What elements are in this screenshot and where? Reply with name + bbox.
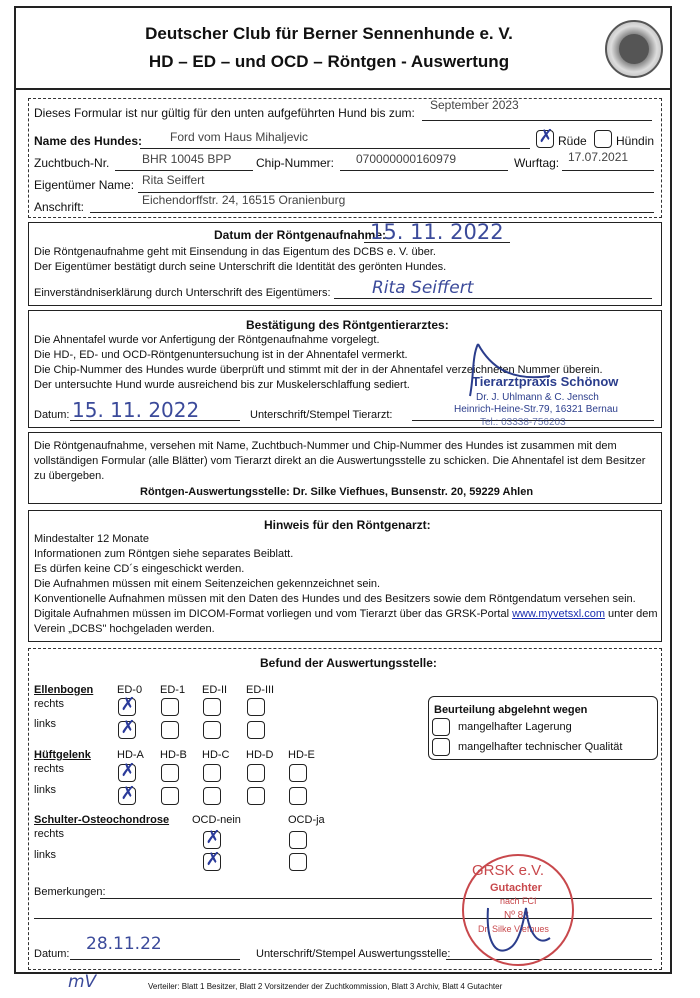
- vet-stamp-line2: Dr. J. Uhlmann & C. Jensch: [476, 392, 599, 403]
- portal-link[interactable]: www.myvetsxl.com: [512, 608, 605, 620]
- shoulder-left-no[interactable]: ✗: [203, 853, 221, 871]
- elbow-left-ed2[interactable]: [203, 721, 221, 739]
- form-title: HD – ED – und OCD – Röntgen - Auswertung: [148, 52, 510, 71]
- form-header: [14, 6, 672, 90]
- send-text3: zu übergeben.: [34, 470, 105, 482]
- vet-sign-label: Unterschrift/Stempel Tierarzt:: [250, 409, 393, 421]
- dog-name-label: Name des Hundes:: [34, 134, 143, 148]
- notes-l2: Informationen zum Röntgen siehe separates Beiblatt.: [34, 548, 294, 560]
- owner-signature[interactable]: Rita Seiffert: [372, 278, 474, 298]
- hip-right-label: rechts: [34, 763, 64, 775]
- vet-stamp-line4: Tel.: 03338-756203: [480, 417, 566, 428]
- notes-l3: Es dürfen keine CD´s eingeschickt werden.: [34, 563, 245, 575]
- grsk-stamp-no: Nº 88: [504, 910, 529, 921]
- vet-title: Bestätigung des Röntgentierarztes:: [246, 318, 449, 332]
- remarks-label: Bemerkungen:: [34, 886, 106, 898]
- vet-line3: Die Chip-Nummer des Hundes wurde überprüft und stimmt mit der in der Ahnentafel verzeichneten Nummer überein.: [34, 364, 603, 376]
- elbow-col-ed1: ED-1: [160, 684, 186, 696]
- hip-right-a[interactable]: ✗: [118, 764, 136, 782]
- whelp-label: Wurftag:: [514, 156, 560, 170]
- hip-left-b[interactable]: [161, 787, 179, 805]
- shoulder-label: Schulter-Osteochondrose: [34, 814, 170, 826]
- shoulder-right-label: rechts: [34, 828, 64, 840]
- grsk-stamp-name: Dr. Silke Viefhues: [478, 924, 549, 934]
- chip-value[interactable]: 070000000160979: [356, 152, 457, 166]
- xray-date-line1: Die Röntgenaufnahme geht mit Einsendung in das Eigentum des DCBS e. V. über.: [34, 246, 436, 258]
- owner-label: Eigentümer Name:: [34, 178, 135, 192]
- elbow-right-ed1[interactable]: [161, 698, 179, 716]
- elbow-col-ed0: ED-0: [117, 684, 143, 696]
- stud-label: Zuchtbuch-Nr.: [34, 156, 110, 170]
- hip-left-a[interactable]: ✗: [118, 787, 136, 805]
- shoulder-left-yes[interactable]: [289, 853, 307, 871]
- notes-l6: [34, 608, 658, 620]
- shoulder-right-no[interactable]: ✗: [203, 831, 221, 849]
- elbow-right-ed0[interactable]: ✗: [118, 698, 136, 716]
- evaluation-office: Röntgen-Auswertungsstelle: Dr. Silke Viefhues, Bunsenstr. 20, 59229 Ahlen: [140, 486, 534, 498]
- vet-line2: Die HD-, ED- und OCD-Röntgenuntersuchung ist in der Ahnentafel vermerkt.: [34, 349, 408, 361]
- elbow-right-ed3[interactable]: [247, 698, 265, 716]
- hip-right-c[interactable]: [203, 764, 221, 782]
- evaluator-signature-icon: [480, 898, 560, 968]
- elbow-right-label: rechts: [34, 698, 64, 710]
- female-label: Hündin: [616, 134, 655, 148]
- elbow-label: Ellenbogen: [34, 684, 94, 696]
- footer-initials: mV: [68, 972, 97, 992]
- elbow-left-ed1[interactable]: [161, 721, 179, 739]
- result-title: Befund der Auswertungsstelle:: [260, 656, 437, 670]
- result-sign-label: Unterschrift/Stempel Auswertungsstelle:: [256, 948, 451, 960]
- hip-col-c: HD-C: [202, 749, 230, 761]
- shoulder-right-yes[interactable]: [289, 831, 307, 849]
- shoulder-col-yes: OCD-ja: [288, 814, 325, 826]
- notes-l6b: unter dem: [608, 608, 658, 620]
- vet-stamp-line3: Heinrich-Heine-Str.79, 16321 Bernau: [454, 404, 618, 415]
- address-value[interactable]: Eichendorffstr. 24, 16515 Oranienburg: [142, 193, 346, 207]
- notes-l7: Verein „DCBS" hochgeladen werden.: [34, 623, 215, 635]
- elbow-col-ed2: ED-II: [202, 684, 228, 696]
- elbow-right-ed2[interactable]: [203, 698, 221, 716]
- notes-l4: Die Aufnahmen müssen mit einem Seitenzeichen gekennzeichnet sein.: [34, 578, 381, 590]
- hip-left-label: links: [34, 784, 57, 796]
- xray-date-label: Datum der Röntgenaufnahme:: [214, 228, 387, 242]
- rejected-title: Beurteilung abgelehnt wegen: [434, 704, 588, 716]
- stud-value[interactable]: BHR 10045 BPP: [142, 152, 232, 166]
- hip-col-b: HD-B: [160, 749, 187, 761]
- vet-date-label: Datum:: [34, 409, 70, 421]
- rejected-positioning-label: mangelhafter Lagerung: [458, 721, 572, 733]
- hip-right-b[interactable]: [161, 764, 179, 782]
- owner-value[interactable]: Rita Seiffert: [142, 173, 205, 187]
- hip-left-d[interactable]: [247, 787, 265, 805]
- distribution-note: Verteiler: Blatt 1 Besitzer, Blatt 2 Vorsitzender der Zuchtkommission, Blatt 3 Archiv, Blatt 4 Gutachter: [148, 982, 503, 991]
- hip-right-d[interactable]: [247, 764, 265, 782]
- club-title: Deutscher Club für Berner Sennenhunde e. V.: [145, 24, 513, 43]
- notes-title: Hinweis für den Röntgenarzt:: [264, 518, 431, 532]
- rejected-positioning-checkbox[interactable]: [432, 718, 450, 736]
- elbow-left-label: links: [34, 718, 57, 730]
- hip-col-e: HD-E: [288, 749, 315, 761]
- hip-left-e[interactable]: [289, 787, 307, 805]
- vet-line1: Die Ahnentafel wurde vor Anfertigung der Röntgenaufnahme vorgelegt.: [34, 334, 380, 346]
- female-checkbox[interactable]: [594, 130, 612, 148]
- validity-text: Dieses Formular ist nur gültig für den unten aufgeführten Hund bis zum:: [34, 106, 415, 120]
- xray-date-line2: Der Eigentümer bestätigt durch seine Unterschrift die Identität des gerönten Hundes.: [34, 261, 447, 273]
- validity-value[interactable]: September 2023: [430, 98, 519, 112]
- send-text2: vollständigen Formular (alle Blätter) vom Tierarzt direkt an die Auswertungsstelle zu schicken. Die Ahnentafel ist dem Besitzer: [34, 455, 646, 467]
- consent-label: Einverständniserklärung durch Unterschrift des Eigentümers:: [34, 287, 331, 299]
- notes-l1: Mindestalter 12 Monate: [34, 533, 149, 545]
- elbow-col-ed3: ED-III: [246, 684, 275, 696]
- chip-label: Chip-Nummer:: [256, 156, 335, 170]
- xray-date-value[interactable]: 15. 11. 2022: [370, 220, 504, 244]
- result-date-value[interactable]: 28.11.22: [86, 934, 162, 954]
- hip-left-c[interactable]: [203, 787, 221, 805]
- club-logo-icon: [605, 20, 663, 78]
- hip-right-e[interactable]: [289, 764, 307, 782]
- dog-name-value[interactable]: Ford vom Haus Mihaljevic: [170, 130, 309, 144]
- grsk-stamp-mid2: nach FCI: [500, 896, 537, 906]
- elbow-left-ed3[interactable]: [247, 721, 265, 739]
- grsk-stamp-top: GRSK e.V.: [472, 862, 544, 879]
- male-label: Rüde: [558, 134, 587, 148]
- hip-label: Hüftgelenk: [34, 749, 91, 761]
- whelp-value[interactable]: 17.07.2021: [568, 150, 629, 164]
- vet-stamp-line1: Tierarztpraxis Schönow: [472, 374, 619, 389]
- rejected-quality-checkbox[interactable]: [432, 738, 450, 756]
- shoulder-left-label: links: [34, 849, 57, 861]
- vet-date-value[interactable]: 15. 11. 2022: [72, 398, 200, 422]
- address-label: Anschrift:: [34, 200, 85, 214]
- shoulder-col-no: OCD-nein: [192, 814, 241, 826]
- notes-l6a: Digitale Aufnahmen müssen im DICOM-Format vorliegen und vom Tierarzt über das GRSK-Portal: [34, 608, 510, 620]
- hip-col-d: HD-D: [246, 749, 274, 761]
- grsk-stamp-mid1: Gutachter: [490, 882, 542, 894]
- result-date-label: Datum:: [34, 948, 70, 960]
- send-text1: Die Röntgenaufnahme, versehen mit Name, Zuchtbuch-Nummer und Chip-Nummer des Hundes ist zusammen mit dem: [34, 440, 617, 452]
- male-checkbox[interactable]: ✗: [536, 130, 554, 148]
- notes-l5: Konventionelle Aufnahmen müssen mit den Daten des Hundes und des Besitzers sowie dem Röntgendatum versehen sein.: [34, 593, 636, 605]
- rejected-quality-label: mangelhafter technischer Qualität: [458, 741, 623, 753]
- vet-line4: Der untersuchte Hund wurde ausreichend bis zur Muskelerschlaffung sediert.: [34, 379, 410, 391]
- hip-col-a: HD-A: [117, 749, 144, 761]
- vet-signature-icon: [450, 336, 570, 406]
- elbow-left-ed0[interactable]: ✗: [118, 721, 136, 739]
